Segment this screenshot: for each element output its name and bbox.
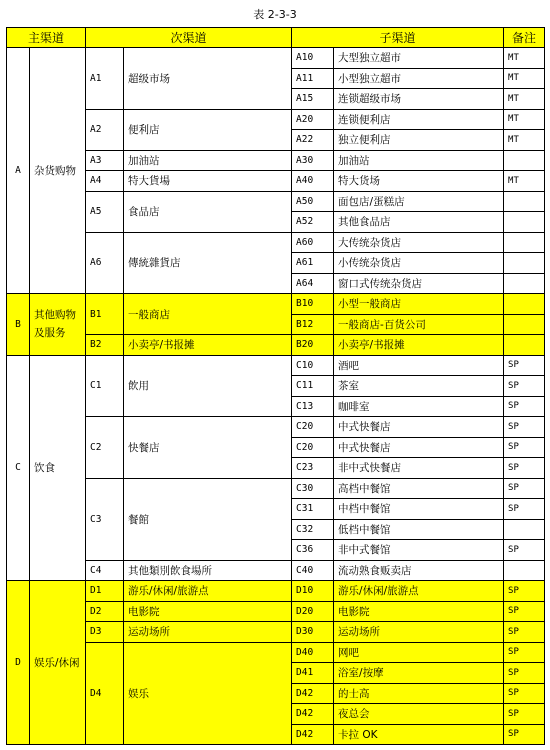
note-cell: SP bbox=[504, 663, 545, 684]
sub-channel-name: 酒吧 bbox=[334, 355, 504, 376]
sub-channel-name: 其他食品店 bbox=[334, 212, 504, 233]
secondary-channel-code: D4 bbox=[86, 642, 124, 745]
table-row bbox=[7, 150, 545, 171]
table-caption: 表 2-3-3 bbox=[253, 8, 297, 21]
secondary-channel-code: A1 bbox=[86, 48, 124, 110]
secondary-channel-code: C3 bbox=[86, 478, 124, 560]
sub-channel-name: 低档中餐馆 bbox=[334, 519, 504, 540]
sub-channel-name: 大型独立超市 bbox=[334, 48, 504, 69]
table-row bbox=[7, 335, 545, 356]
sub-channel-name: 中式快餐店 bbox=[334, 437, 504, 458]
sub-channel-code: B10 bbox=[292, 294, 334, 315]
sub-channel-code: D41 bbox=[292, 663, 334, 684]
sub-channel-code: D30 bbox=[292, 622, 334, 643]
sub-channel-code: C31 bbox=[292, 499, 334, 520]
note-cell bbox=[504, 294, 545, 315]
table-row bbox=[7, 232, 545, 253]
sub-channel-code: B20 bbox=[292, 335, 334, 356]
sub-channel-name: 非中式餐馆 bbox=[334, 540, 504, 561]
secondary-channel-name: 加油站 bbox=[124, 150, 292, 171]
note-cell: SP bbox=[504, 642, 545, 663]
table-row bbox=[7, 581, 545, 602]
sub-channel-name: 独立便利店 bbox=[334, 130, 504, 151]
sub-channel-code: D40 bbox=[292, 642, 334, 663]
sub-channel-name: 一般商店-百货公司 bbox=[334, 314, 504, 335]
note-cell: MT bbox=[504, 109, 545, 130]
sub-channel-code: A60 bbox=[292, 232, 334, 253]
sub-channel-name: 流动熟食贩卖店 bbox=[334, 560, 504, 581]
sub-channel-code: D10 bbox=[292, 581, 334, 602]
note-cell: SP bbox=[504, 478, 545, 499]
table-row bbox=[7, 171, 545, 192]
sub-channel-name: 高档中餐馆 bbox=[334, 478, 504, 499]
note-cell: SP bbox=[504, 376, 545, 397]
secondary-channel-code: C4 bbox=[86, 560, 124, 581]
sub-channel-code: C30 bbox=[292, 478, 334, 499]
sub-channel-name: 面包店/蛋糕店 bbox=[334, 191, 504, 212]
note-cell bbox=[504, 232, 545, 253]
sub-channel-code: A20 bbox=[292, 109, 334, 130]
table-row bbox=[7, 191, 545, 212]
sub-channel-code: A10 bbox=[292, 48, 334, 69]
sub-channel-name: 中式快餐店 bbox=[334, 417, 504, 438]
secondary-channel-code: B2 bbox=[86, 335, 124, 356]
sub-channel-code: D42 bbox=[292, 724, 334, 745]
sub-channel-code: C40 bbox=[292, 560, 334, 581]
secondary-channel-code: C2 bbox=[86, 417, 124, 479]
secondary-channel-name: 便利店 bbox=[124, 109, 292, 150]
sub-channel-code: A15 bbox=[292, 89, 334, 110]
sub-channel-name: 浴室/按摩 bbox=[334, 663, 504, 684]
main-channel-code: C bbox=[7, 355, 30, 581]
channel-table bbox=[6, 27, 545, 745]
note-cell: SP bbox=[504, 622, 545, 643]
note-cell: MT bbox=[504, 89, 545, 110]
main-channel-name: 杂货购物 bbox=[30, 48, 86, 294]
secondary-channel-name: 傳統雜貨店 bbox=[124, 232, 292, 294]
note-cell: SP bbox=[504, 683, 545, 704]
secondary-channel-code: D1 bbox=[86, 581, 124, 602]
secondary-channel-code: A5 bbox=[86, 191, 124, 232]
sub-channel-code: A52 bbox=[292, 212, 334, 233]
note-cell: SP bbox=[504, 355, 545, 376]
sub-channel-name: 加油站 bbox=[334, 150, 504, 171]
sub-channel-code: C36 bbox=[292, 540, 334, 561]
main-channel-name: 饮食 bbox=[30, 355, 86, 581]
secondary-channel-code: A4 bbox=[86, 171, 124, 192]
note-cell bbox=[504, 191, 545, 212]
sub-channel-code: A40 bbox=[292, 171, 334, 192]
sub-channel-name: 中档中餐馆 bbox=[334, 499, 504, 520]
sub-channel-name: 连锁超级市场 bbox=[334, 89, 504, 110]
secondary-channel-name: 超级市场 bbox=[124, 48, 292, 110]
sub-channel-code: C13 bbox=[292, 396, 334, 417]
secondary-channel-code: A6 bbox=[86, 232, 124, 294]
table-row bbox=[7, 294, 545, 315]
note-cell: SP bbox=[504, 581, 545, 602]
header-sub-channel: 子渠道 bbox=[292, 28, 504, 48]
table-row bbox=[7, 109, 545, 130]
sub-channel-name: 小型独立超市 bbox=[334, 68, 504, 89]
sub-channel-name: 特大货场 bbox=[334, 171, 504, 192]
sub-channel-code: D42 bbox=[292, 704, 334, 725]
sub-channel-name: 小卖亭/书报摊 bbox=[334, 335, 504, 356]
main-channel-code: D bbox=[7, 581, 30, 745]
sub-channel-code: C20 bbox=[292, 437, 334, 458]
main-channel-name: 其他购物及服务 bbox=[30, 294, 86, 356]
sub-channel-name: 运动场所 bbox=[334, 622, 504, 643]
sub-channel-name: 网吧 bbox=[334, 642, 504, 663]
note-cell: SP bbox=[504, 437, 545, 458]
secondary-channel-name: 其他類別飲食場所 bbox=[124, 560, 292, 581]
header-main-channel: 主渠道 bbox=[7, 28, 86, 48]
sub-channel-name: 小型一般商店 bbox=[334, 294, 504, 315]
sub-channel-name: 夜总会 bbox=[334, 704, 504, 725]
header-note: 备注 bbox=[504, 28, 545, 48]
secondary-channel-name: 运动场所 bbox=[124, 622, 292, 643]
table-row bbox=[7, 601, 545, 622]
secondary-channel-name: 游乐/休闲/旅游点 bbox=[124, 581, 292, 602]
note-cell: SP bbox=[504, 540, 545, 561]
main-channel-name: 娱乐/休闲 bbox=[30, 581, 86, 745]
secondary-channel-name: 电影院 bbox=[124, 601, 292, 622]
note-cell bbox=[504, 519, 545, 540]
sub-channel-code: C11 bbox=[292, 376, 334, 397]
note-cell: SP bbox=[504, 499, 545, 520]
sub-channel-code: C20 bbox=[292, 417, 334, 438]
main-channel-code: A bbox=[7, 48, 30, 294]
table-row bbox=[7, 560, 545, 581]
sub-channel-code: A61 bbox=[292, 253, 334, 274]
sub-channel-name: 连锁便利店 bbox=[334, 109, 504, 130]
note-cell bbox=[504, 273, 545, 294]
sub-channel-code: D42 bbox=[292, 683, 334, 704]
secondary-channel-name: 食品店 bbox=[124, 191, 292, 232]
sub-channel-code: A22 bbox=[292, 130, 334, 151]
sub-channel-name: 咖啡室 bbox=[334, 396, 504, 417]
note-cell: SP bbox=[504, 417, 545, 438]
note-cell bbox=[504, 335, 545, 356]
note-cell bbox=[504, 314, 545, 335]
sub-channel-code: D20 bbox=[292, 601, 334, 622]
note-cell: SP bbox=[504, 458, 545, 479]
table-row bbox=[7, 642, 545, 663]
sub-channel-code: A30 bbox=[292, 150, 334, 171]
secondary-channel-code: C1 bbox=[86, 355, 124, 417]
table-row bbox=[7, 478, 545, 499]
note-cell bbox=[504, 150, 545, 171]
secondary-channel-code: D3 bbox=[86, 622, 124, 643]
sub-channel-code: A64 bbox=[292, 273, 334, 294]
sub-channel-name: 小传统杂货店 bbox=[334, 253, 504, 274]
note-cell: SP bbox=[504, 396, 545, 417]
secondary-channel-name: 特大貨場 bbox=[124, 171, 292, 192]
secondary-channel-code: D2 bbox=[86, 601, 124, 622]
secondary-channel-name: 娱乐 bbox=[124, 642, 292, 745]
sub-channel-code: A11 bbox=[292, 68, 334, 89]
secondary-channel-name: 一般商店 bbox=[124, 294, 292, 335]
secondary-channel-name: 餐館 bbox=[124, 478, 292, 560]
main-channel-code: B bbox=[7, 294, 30, 356]
sub-channel-code: A50 bbox=[292, 191, 334, 212]
sub-channel-code: C32 bbox=[292, 519, 334, 540]
note-cell: MT bbox=[504, 68, 545, 89]
secondary-channel-code: A2 bbox=[86, 109, 124, 150]
sub-channel-code: B12 bbox=[292, 314, 334, 335]
note-cell bbox=[504, 253, 545, 274]
note-cell: MT bbox=[504, 48, 545, 69]
sub-channel-code: C23 bbox=[292, 458, 334, 479]
sub-channel-name: 窗口式传统杂货店 bbox=[334, 273, 504, 294]
sub-channel-name: 茶室 bbox=[334, 376, 504, 397]
table-row bbox=[7, 417, 545, 438]
table-row bbox=[7, 355, 545, 376]
note-cell: SP bbox=[504, 601, 545, 622]
secondary-channel-name: 快餐店 bbox=[124, 417, 292, 479]
sub-channel-name: 卡拉 OK bbox=[334, 724, 504, 745]
header-secondary-channel: 次渠道 bbox=[86, 28, 292, 48]
note-cell: SP bbox=[504, 724, 545, 745]
sub-channel-code: C10 bbox=[292, 355, 334, 376]
table-row bbox=[7, 48, 545, 69]
secondary-channel-code: B1 bbox=[86, 294, 124, 335]
note-cell: SP bbox=[504, 704, 545, 725]
note-cell: MT bbox=[504, 171, 545, 192]
header-row bbox=[7, 28, 545, 48]
secondary-channel-code: A3 bbox=[86, 150, 124, 171]
secondary-channel-name: 飲用 bbox=[124, 355, 292, 417]
note-cell bbox=[504, 560, 545, 581]
sub-channel-name: 的士高 bbox=[334, 683, 504, 704]
table-body bbox=[7, 48, 545, 745]
sub-channel-name: 大传统杂货店 bbox=[334, 232, 504, 253]
sub-channel-name: 非中式快餐店 bbox=[334, 458, 504, 479]
sub-channel-name: 电影院 bbox=[334, 601, 504, 622]
table-row bbox=[7, 622, 545, 643]
note-cell: MT bbox=[504, 130, 545, 151]
secondary-channel-name: 小卖亭/书报摊 bbox=[124, 335, 292, 356]
note-cell bbox=[504, 212, 545, 233]
sub-channel-name: 游乐/休闲/旅游点 bbox=[334, 581, 504, 602]
